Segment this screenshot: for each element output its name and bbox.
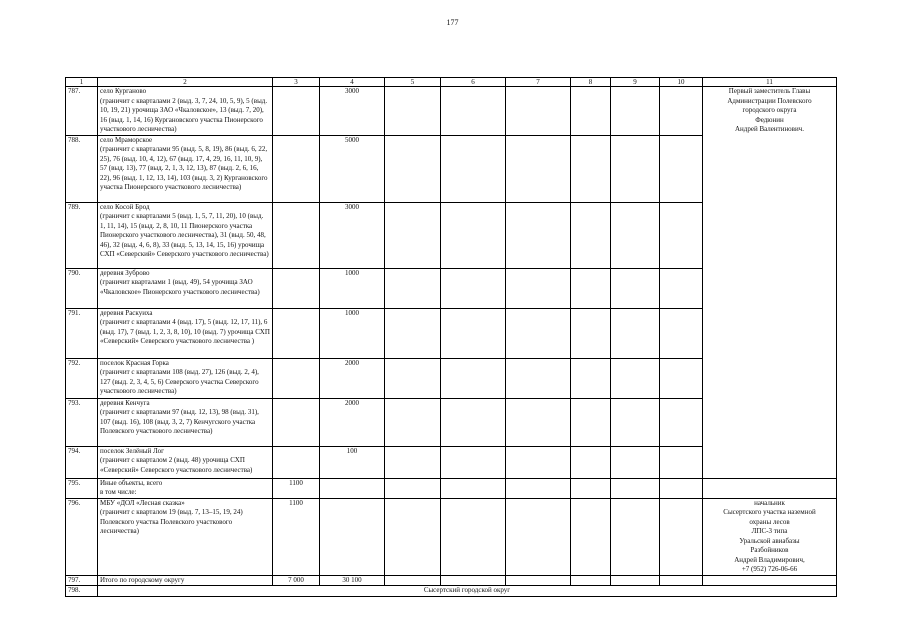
object-name: деревня Зуброво: [100, 268, 150, 277]
area-cell: [273, 446, 320, 478]
column-header: 8: [571, 78, 611, 87]
column-header: 4: [320, 78, 385, 87]
empty-cell: [611, 575, 660, 586]
empty-cell: [703, 575, 837, 586]
empty-cell: [441, 498, 506, 575]
empty-cell: [660, 358, 703, 398]
object-cell: [98, 135, 273, 202]
row-number: 798.: [66, 586, 98, 597]
section-title: Сысертский городской округ: [98, 586, 837, 597]
empty-cell: [571, 575, 611, 586]
row-number: 790.: [66, 268, 98, 308]
object-details: (граничит кварталами 1 (выд. 49), 54 урочища ЗАО «Чкаловское» Пионерского участкового лесничества): [100, 278, 260, 296]
empty-cell: [441, 308, 506, 358]
responsible-line: Первый заместитель Главы: [728, 87, 811, 95]
responsible-cell: [703, 87, 837, 479]
empty-cell: [385, 268, 441, 308]
object-details: (граничит с кварталами 97 (выд. 12, 13), 98 (выд. 31), 107 (выд. 16), 108 (выд. 3, 2, 7) Кенчугского участка Полевского участкового лесничества): [100, 408, 259, 435]
area-cell: [273, 358, 320, 398]
object-cell: [98, 446, 273, 478]
empty-cell: [611, 87, 660, 136]
empty-cell: [385, 478, 441, 498]
row-number: 792.: [66, 358, 98, 398]
distance-cell: 2000: [320, 398, 385, 446]
empty-cell: [660, 498, 703, 575]
column-header: 6: [441, 78, 506, 87]
empty-cell: [611, 498, 660, 575]
column-header: 1: [66, 78, 98, 87]
row-number: 793.: [66, 398, 98, 446]
area-cell: 7 000: [273, 575, 320, 586]
empty-cell: [660, 446, 703, 478]
row-number: 791.: [66, 308, 98, 358]
object-cell: [98, 87, 273, 136]
empty-cell: [506, 135, 571, 202]
responsible-line: Администрации Полевского: [727, 96, 812, 105]
empty-cell: [571, 478, 611, 498]
page-number: 177: [446, 18, 459, 27]
empty-cell: [611, 135, 660, 202]
row-number: 796.: [66, 498, 98, 575]
area-cell: [273, 87, 320, 136]
empty-cell: [660, 308, 703, 358]
object-details: (граничит с кварталом 19 (выд. 7, 13–15, 19, 24) Полевского участка Полевского участкового лесничества): [100, 508, 243, 535]
column-header: 3: [273, 78, 320, 87]
empty-cell: [441, 135, 506, 202]
object-cell: [98, 478, 273, 498]
distance-cell: 1000: [320, 308, 385, 358]
object-name: село Косой Брод: [100, 202, 150, 211]
area-cell: [273, 268, 320, 308]
responsible-line: Разбойников: [750, 546, 789, 554]
object-details: (граничит с кварталами 108 (выд. 27), 126 (выд. 2, 4), 127 (выд. 2, 3, 4, 5, 6) Северского участка Северского участкового лесничества): [100, 368, 259, 395]
column-header: 7: [506, 78, 571, 87]
object-name: деревня Кенчуга: [100, 398, 150, 407]
row-number: 794.: [66, 446, 98, 478]
empty-cell: [611, 308, 660, 358]
empty-cell: [611, 446, 660, 478]
empty-cell: [441, 398, 506, 446]
empty-cell: [660, 135, 703, 202]
responsible-line: Андрей Владимирович,: [734, 555, 805, 564]
area-cell: [273, 135, 320, 202]
object-name: Итого по городскому округу: [100, 575, 185, 584]
table-row: [66, 575, 837, 586]
empty-cell: [506, 398, 571, 446]
object-details: (граничит с кварталами 4 (выд. 17), 5 (выд. 12, 17, 11), 6 (выд. 17), 7 (выд. 1, 2, 3, 8, 10), 10 (выд. 7) урочища СХП «Северский» Северского участкового лесничества ): [100, 318, 270, 345]
object-cell: [98, 498, 273, 575]
empty-cell: [506, 202, 571, 268]
table-body: [66, 78, 837, 597]
empty-cell: [611, 202, 660, 268]
table-row: [66, 586, 837, 597]
row-number: 795.: [66, 478, 98, 498]
responsible-line: ЛПС-3 типа: [751, 527, 788, 535]
empty-cell: [571, 308, 611, 358]
column-header: 2: [98, 78, 273, 87]
object-name: МБУ «ДОЛ «Лесная сказка»: [100, 498, 185, 507]
empty-cell: [441, 87, 506, 136]
empty-cell: [441, 446, 506, 478]
distance-cell: [320, 478, 385, 498]
responsible-line: +7 (952) 726-06-66: [741, 565, 798, 573]
object-name: деревня Раскуиха: [100, 308, 153, 317]
object-cell: [98, 358, 273, 398]
area-cell: [273, 202, 320, 268]
empty-cell: [385, 87, 441, 136]
responsible-line: охраны лесов: [749, 517, 790, 526]
empty-cell: [385, 575, 441, 586]
object-cell: [98, 268, 273, 308]
distance-cell: 100: [320, 446, 385, 478]
distance-cell: 3000: [320, 87, 385, 136]
empty-cell: [611, 268, 660, 308]
empty-cell: [571, 202, 611, 268]
empty-cell: [441, 575, 506, 586]
object-name: Иные объекты, всего: [100, 478, 163, 487]
distance-cell: 5000: [320, 135, 385, 202]
row-number: 788.: [66, 135, 98, 202]
object-name: поселок Зелёный Лог: [100, 446, 164, 455]
empty-cell: [506, 87, 571, 136]
table-row: [66, 87, 837, 136]
empty-cell: [506, 478, 571, 498]
responsible-line: Сысертского участка наземной: [723, 508, 816, 516]
empty-cell: [571, 398, 611, 446]
object-cell: [98, 308, 273, 358]
distance-cell: 30 100: [320, 575, 385, 586]
empty-cell: [441, 202, 506, 268]
empty-cell: [385, 358, 441, 398]
empty-cell: [611, 358, 660, 398]
area-cell: 1100: [273, 478, 320, 498]
responsible-line: городского округа: [742, 106, 797, 114]
empty-cell: [506, 358, 571, 398]
empty-cell: [385, 202, 441, 268]
responsible-cell: [703, 498, 837, 575]
distance-cell: 2000: [320, 358, 385, 398]
empty-cell: [660, 398, 703, 446]
empty-cell: [703, 478, 837, 498]
empty-cell: [571, 446, 611, 478]
empty-cell: [571, 498, 611, 575]
responsible-line: Андрей Валентинович.: [734, 125, 805, 133]
empty-cell: [385, 498, 441, 575]
forest-table: [65, 77, 837, 597]
empty-cell: [385, 308, 441, 358]
empty-cell: [571, 135, 611, 202]
empty-cell: [571, 358, 611, 398]
object-name: поселок Красная Горка: [100, 358, 169, 367]
empty-cell: [506, 308, 571, 358]
column-header: 5: [385, 78, 441, 87]
table-row: [66, 498, 837, 575]
empty-cell: [660, 202, 703, 268]
empty-cell: [611, 398, 660, 446]
row-number: 789.: [66, 202, 98, 268]
empty-cell: [441, 478, 506, 498]
column-header-row: [66, 78, 837, 87]
empty-cell: [611, 478, 660, 498]
area-cell: 1100: [273, 498, 320, 575]
empty-cell: [660, 87, 703, 136]
responsible-line: Уральской авиабазы: [739, 536, 800, 545]
column-header: 11: [703, 78, 837, 87]
empty-cell: [571, 268, 611, 308]
distance-cell: 1000: [320, 268, 385, 308]
empty-cell: [506, 446, 571, 478]
object-details: (граничит с кварталами 2 (выд. 3, 7, 24, 10, 5, 9), 5 (выд. 10, 19, 21) урочища ЗАО «Чкаловское», 13 (выд. 7, 20), 16 (выд. 1, 14, 16) Кургановского участка Пионерского участкового лесничества): [100, 96, 268, 133]
row-number: 797.: [66, 575, 98, 586]
object-cell: [98, 575, 273, 586]
empty-cell: [385, 398, 441, 446]
area-cell: [273, 308, 320, 358]
object-cell: [98, 398, 273, 446]
column-header: 9: [611, 78, 660, 87]
row-number: 787.: [66, 87, 98, 136]
area-cell: [273, 398, 320, 446]
object-details: в том числе:: [100, 488, 137, 496]
object-details: (граничит с кварталами 95 (выд. 5, 8, 19), 86 (выд. 6, 22, 25), 76 (выд. 10, 4, 12), 67 (выд. 17, 4, 29, 16, 11, 10, 9), 57 (выд. 13), 77 (выд. 2, 1, 3, 12, 13), 87 (выд. 2, 6, 16, 22), 96 (выд. 1, 12, 13, 14), 103 (выд. 3, 2) Кургановского участка Пионерского участкового лесничества): [100, 145, 268, 191]
table-row: [66, 478, 837, 498]
responsible-line: начальник: [754, 498, 785, 507]
column-header: 10: [660, 78, 703, 87]
empty-cell: [385, 446, 441, 478]
empty-cell: [385, 135, 441, 202]
distance-cell: 3000: [320, 202, 385, 268]
empty-cell: [506, 498, 571, 575]
empty-cell: [441, 358, 506, 398]
empty-cell: [506, 268, 571, 308]
empty-cell: [660, 268, 703, 308]
object-name: село Мраморское: [100, 135, 153, 144]
responsible-line: Федюнин: [755, 115, 784, 124]
object-name: село Курганово: [100, 87, 147, 95]
object-details: (граничит с кварталом 2 (выд. 48) урочища СХП «Северский» Северского участкового лесничества): [100, 456, 253, 474]
empty-cell: [660, 575, 703, 586]
empty-cell: [571, 87, 611, 136]
empty-cell: [441, 268, 506, 308]
empty-cell: [506, 575, 571, 586]
object-cell: [98, 202, 273, 268]
distance-cell: [320, 498, 385, 575]
object-details: (граничит с кварталами 5 (выд. 1, 5, 7, 11, 20), 10 (выд. 1, 11, 14), 15 (выд. 2, 8, 10, 11 Пионерского участка Пионерского участкового лесничества), 31 (выд. 50, 48, 46), 32 (выд. 4, 6, 8), 33 (выд. 5, 13, 14, 15, 16) урочища СХП «Северский» Северского участкового лесничества): [100, 212, 269, 258]
empty-cell: [660, 478, 703, 498]
